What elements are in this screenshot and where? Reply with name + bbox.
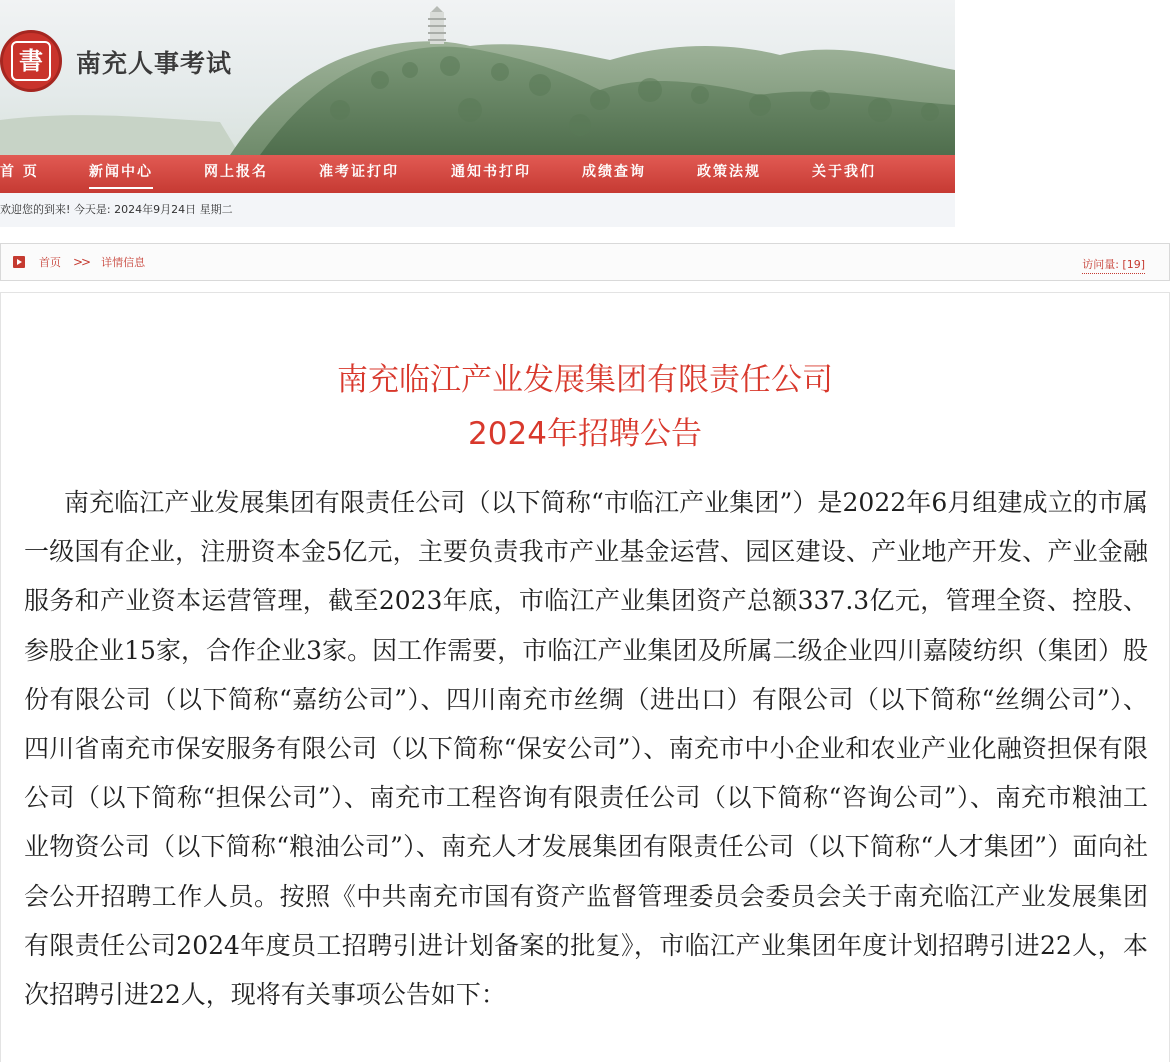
location-icon [13,256,25,268]
nav-item-home[interactable]: 首 页 [0,164,39,180]
visit-counter: 访问量: [19] [1082,256,1145,274]
site-name[interactable]: 南充人事考试 [76,49,233,78]
article-title-line2: 2024年招聘公告 [468,416,702,452]
article-body: 南充临江产业发展集团有限责任公司（以下简称“市临江产业集团”）是2022年6月组建成立的市属一级国有企业，注册资本金5亿元，主要负责我市产业基金运营、园区建设、产业地产开发、产业金融服务和产业资本运营管理，截至2023年底，市临江产业集团资产总额337.3亿元，管理全资、控股、参股企业15家，合作企业3家。因工作需要，市临江产业集团及所属二级企业四川嘉陵纺织（集团）股份有限公司（以下简称“嘉纺公司”）、四川南充市丝绸（进出口）有限公司（以下简称“丝绸公司”）、四川省南充市保安服务有限公司（以下简称“保安公司”）、南充市中小企业和农业产业化融资担保有限公司（以下简称“担保公司”）、南充市工程咨询有限责任公司（以下简称“咨询公司”）、南充市粮油工业物资公司（以下简称“粮油公司”）、南充人才发展集团有限责任公司（以下简称“人才集团”）面向社会公开招聘工作人员。按照《中共南充市国有资产监督管理委员会委员会关于南充临江产业发展集团有限责任公司2024年度员工招聘引进计划备案的批复》，市临江产业集团年度计划招聘引进22人，本次招聘引进22人，现将有关事项公告如下： [24,488,1148,1010]
breadcrumb-home-link[interactable]: 首页 [39,256,61,269]
article-title-line1: 南充临江产业发展集团有限责任公司 [337,362,833,398]
nav-item-online-registration[interactable]: 网上报名 [204,164,268,180]
nav-item-admission-ticket[interactable]: 准考证打印 [319,164,399,180]
breadcrumb-separator: >> [73,255,90,269]
main-nav [0,155,955,193]
header-banner [0,0,955,155]
nav-item-notice-print[interactable]: 通知书打印 [451,164,531,180]
pagoda-icon [428,6,446,44]
nav-item-score-query[interactable]: 成绩查询 [582,164,646,180]
nav-item-news-center[interactable]: 新闻中心 [89,155,153,193]
breadcrumb-current: 详情信息 [101,256,146,269]
nav-item-policies[interactable]: 政策法规 [697,164,761,180]
site-logo[interactable] [0,30,62,92]
nav-item-about-us[interactable]: 关于我们 [812,164,876,180]
breadcrumb [0,243,1170,281]
welcome-bar: 欢迎您的到来! 今天是: 2024年9月24日 星期二 [0,193,955,227]
logo-glyph: 書 [11,41,51,81]
